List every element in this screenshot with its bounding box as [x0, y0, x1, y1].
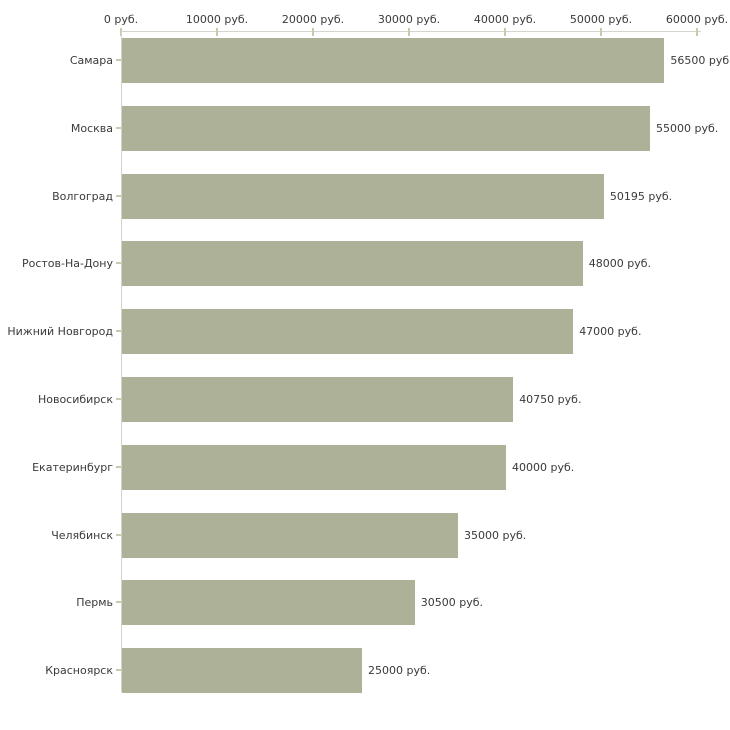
value-label: 30500 руб.	[420, 596, 484, 610]
bar	[122, 513, 458, 558]
category-label: Пермь	[76, 596, 113, 610]
x-tick-label: 60000 руб.	[665, 13, 729, 26]
bar-row	[45, 648, 698, 693]
value-label: 35000 руб.	[464, 528, 527, 542]
x-tick-mark-icon	[312, 28, 314, 36]
x-tick-mark-icon	[600, 28, 602, 36]
value-label: 25000 руб.	[368, 664, 431, 678]
bar-row	[76, 580, 698, 625]
bar	[122, 38, 664, 83]
category-label: Ростов-На-Дону	[21, 257, 113, 271]
value-label: 48000 руб.	[588, 257, 652, 271]
y-tick-mark-icon	[116, 330, 121, 332]
category-label: Красноярск	[45, 664, 113, 678]
bar-row	[52, 174, 698, 219]
x-tick-label: 40000 руб.	[473, 13, 537, 26]
bar-row	[70, 106, 719, 151]
y-tick-mark-icon	[116, 59, 121, 61]
plot-area	[7, 38, 730, 716]
x-axis	[103, 13, 729, 32]
bar	[122, 241, 583, 286]
value-label: 40750 руб.	[519, 392, 582, 406]
bar-row	[32, 445, 698, 490]
bar-row	[7, 309, 698, 354]
category-label: Екатеринбург	[32, 460, 113, 474]
value-label: 56500 руб	[670, 54, 730, 67]
value-label: 55000 руб.	[656, 121, 719, 135]
bar	[122, 174, 604, 219]
x-tick-label: 50000 руб.	[569, 13, 633, 26]
bar-row	[51, 513, 698, 558]
x-tick-mark-icon	[696, 28, 698, 36]
bar	[122, 648, 362, 693]
category-label: Нижний Новгород	[7, 325, 113, 339]
bar	[122, 309, 573, 354]
y-tick-mark-icon	[116, 601, 121, 603]
x-tick-label: 10000 руб.	[185, 13, 249, 26]
y-tick-mark-icon	[116, 669, 121, 671]
bar-row	[69, 38, 730, 83]
category-label: Москва	[70, 121, 113, 135]
category-label: Волгоград	[52, 189, 113, 203]
y-tick-mark-icon	[116, 195, 121, 197]
value-label: 47000 руб.	[579, 325, 642, 339]
x-tick-label: 30000 руб.	[377, 13, 441, 26]
bar	[122, 580, 415, 625]
y-tick-mark-icon	[116, 534, 121, 536]
category-label: Челябинск	[51, 528, 113, 542]
y-tick-mark-icon	[116, 398, 121, 400]
y-tick-mark-icon	[116, 127, 121, 129]
bar	[122, 445, 506, 490]
y-tick-mark-icon	[116, 262, 121, 264]
category-label: Новосибирск	[37, 392, 113, 406]
value-label: 50195 руб.	[609, 189, 673, 203]
bar-row	[37, 377, 698, 422]
x-tick-label: 0 руб.	[103, 13, 139, 26]
category-label: Самара	[69, 54, 113, 67]
bar	[122, 377, 513, 422]
x-tick-label: 20000 руб.	[281, 13, 345, 26]
bar-row	[21, 241, 698, 286]
bar	[122, 106, 650, 151]
x-tick-mark-icon	[408, 28, 410, 36]
x-tick-mark-icon	[504, 28, 506, 36]
x-tick-mark-icon	[216, 28, 218, 36]
value-label: 40000 руб.	[512, 460, 575, 474]
y-tick-mark-icon	[116, 466, 121, 468]
